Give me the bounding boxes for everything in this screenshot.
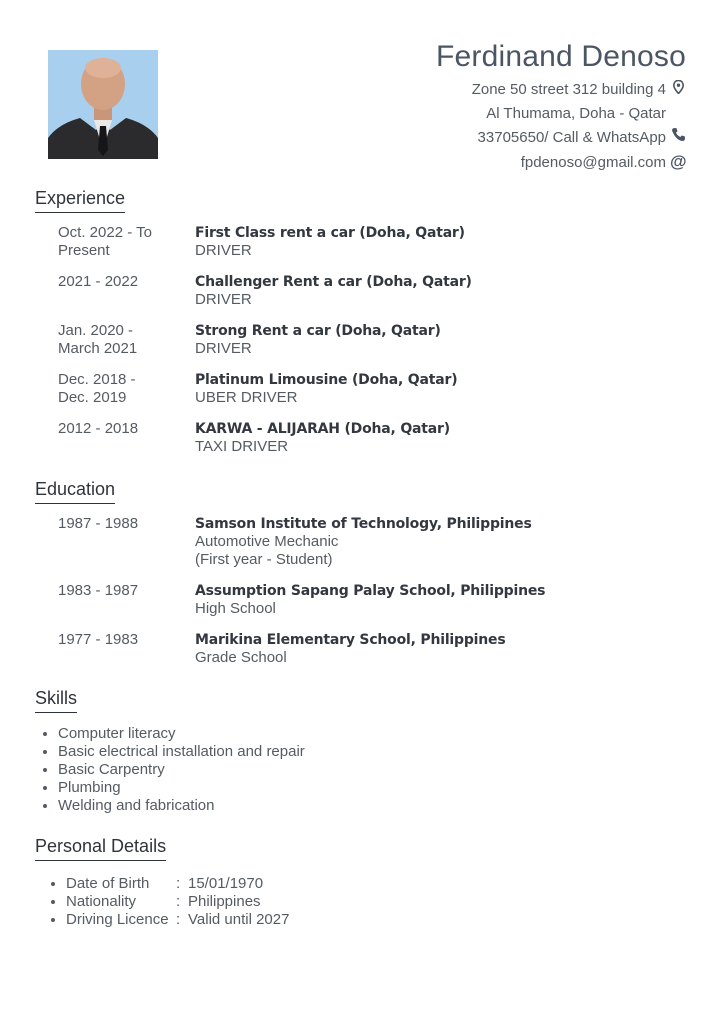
skills-title: Skills (35, 688, 77, 713)
experience-item (35, 322, 695, 358)
education-section (35, 479, 695, 667)
contact-header (436, 40, 686, 175)
education-date: 1983 - 1987 (58, 582, 139, 599)
experience-role: DRIVER (195, 340, 252, 357)
personal-details-title: Personal Details (35, 836, 166, 861)
email-text[interactable]: fpdenoso@gmail.com (520, 154, 666, 171)
education-item (35, 515, 695, 569)
experience-role: DRIVER (195, 291, 252, 308)
experience-date: 2021 - 2022 (58, 273, 139, 290)
personal-detail-value: Valid until 2027 (188, 911, 290, 928)
experience-employer: Challenger Rent a car (Doha, Qatar) (195, 274, 472, 290)
education-title: Education (35, 479, 115, 504)
experience-date: Jan. 2020 - March 2021 (58, 322, 138, 357)
education-list (35, 515, 695, 667)
location-pin-icon (670, 78, 686, 102)
experience-item (35, 224, 695, 260)
experience-date: Oct. 2022 - To Present (58, 224, 152, 259)
personal-detail-label: Nationality (66, 893, 137, 910)
phone-line (436, 126, 686, 150)
education-item (35, 582, 695, 618)
personal-detail-label: Driving Licence (66, 911, 169, 928)
skills-section (35, 688, 695, 815)
personal-detail-label: Date of Birth (66, 875, 150, 892)
education-program: Grade School (195, 649, 287, 666)
address-line-2 (436, 102, 686, 126)
personal-details-list (35, 875, 695, 929)
experience-role: TAXI DRIVER (195, 438, 289, 455)
email-line (436, 150, 686, 175)
skill-item: • Welding and fabrication (58, 797, 695, 815)
personal-detail-value: 15/01/1970 (188, 875, 264, 892)
personal-detail-item (66, 875, 695, 893)
address-line-1-text: Zone 50 street 312 building 4 (471, 81, 666, 98)
skill-item: • Computer literacy (58, 725, 695, 743)
education-note: (First year - Student) (195, 551, 333, 568)
personal-detail-item (66, 911, 695, 929)
skill-item: • Plumbing (58, 779, 695, 797)
education-school: Marikina Elementary School, Philippines (195, 632, 506, 648)
experience-title: Experience (35, 188, 125, 213)
experience-item (35, 420, 695, 456)
skills-list (35, 725, 695, 815)
personal-details-section (35, 836, 695, 929)
separator-colon: : (176, 875, 181, 892)
experience-employer: First Class rent a car (Doha, Qatar) (195, 225, 465, 241)
phone-text: 33705650/ Call & WhatsApp (477, 129, 666, 146)
experience-date: 2012 - 2018 (58, 420, 139, 437)
experience-section (35, 188, 695, 456)
address-line-2-text: Al Thumama, Doha - Qatar (486, 105, 666, 122)
person-name: Ferdinand Denoso (435, 40, 686, 73)
skill-item: • Basic Carpentry (58, 761, 695, 779)
education-program: Automotive Mechanic (195, 533, 339, 550)
address-line-1 (436, 78, 686, 102)
skill-item: • Basic electrical installation and repair (58, 743, 695, 761)
experience-role: DRIVER (195, 242, 252, 259)
experience-role: UBER DRIVER (195, 389, 298, 406)
experience-employer: Strong Rent a car (Doha, Qatar) (195, 323, 441, 339)
personal-detail-value: Philippines (188, 893, 261, 910)
experience-item (35, 273, 695, 309)
experience-employer: Platinum Limousine (Doha, Qatar) (195, 372, 458, 388)
education-date: 1977 - 1983 (58, 631, 139, 648)
experience-item (35, 371, 695, 407)
education-date: 1987 - 1988 (58, 515, 139, 532)
education-item (35, 631, 695, 667)
phone-icon (670, 126, 686, 150)
personal-detail-item (66, 893, 695, 911)
education-program: High School (195, 600, 276, 617)
profile-photo (48, 50, 158, 159)
separator-colon: : (176, 911, 181, 928)
education-school: Samson Institute of Technology, Philippines (195, 516, 532, 532)
experience-list (35, 224, 695, 456)
experience-employer: KARWA - ALIJARAH (Doha, Qatar) (195, 421, 450, 437)
separator-colon: : (176, 893, 181, 910)
experience-date: Dec. 2018 - Dec. 2019 (58, 371, 136, 406)
at-sign-icon: @ (670, 152, 687, 171)
education-school: Assumption Sapang Palay School, Philippines (195, 583, 546, 599)
